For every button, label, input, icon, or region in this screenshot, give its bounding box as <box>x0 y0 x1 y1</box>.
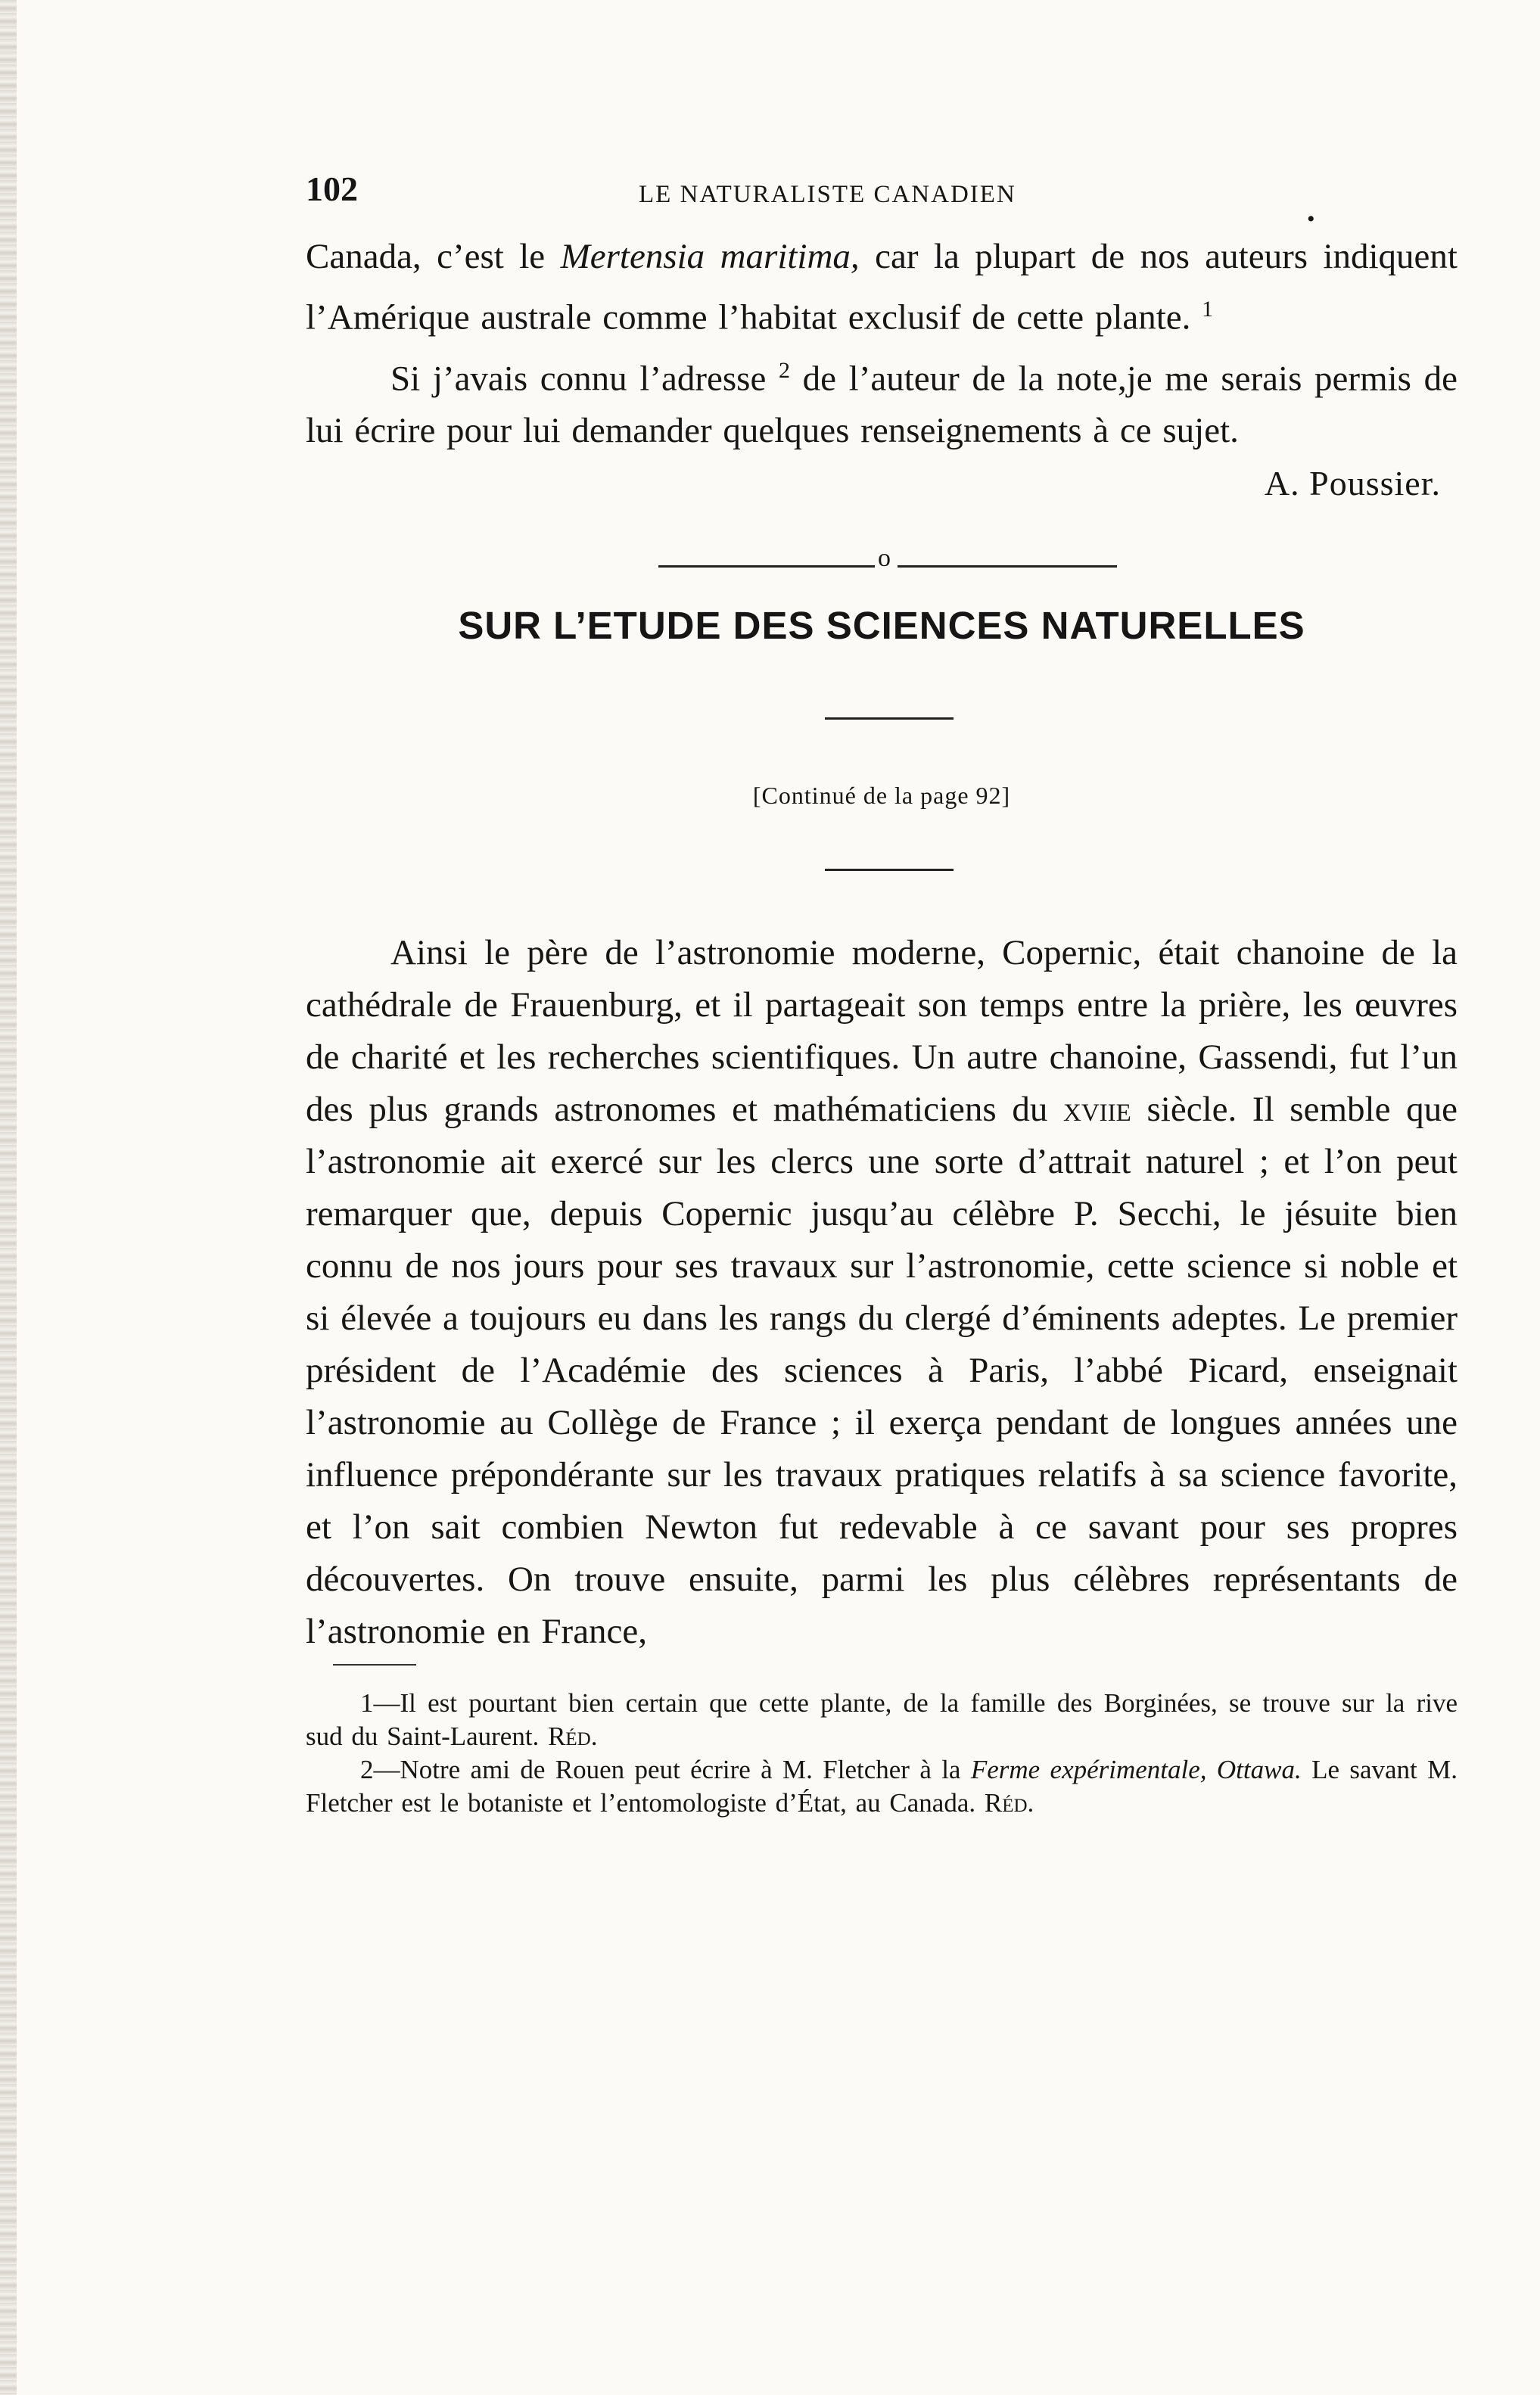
footnote-signature: Réd. <box>984 1788 1034 1818</box>
second-text-2: de l’auteur de la note,je me serais permis de lui écrire pour lui demander quelques renseignements à ce sujet. <box>306 359 1458 451</box>
footnote-text: Notre ami de Rouen peut écrire à M. Fletcher à la <box>400 1755 971 1785</box>
page <box>306 163 1458 1820</box>
footnote-number: 1— <box>360 1688 400 1718</box>
body-text-2: siècle. Il semble que l’astronomie ait exercé sur les clercs une sorte d’attrait naturel ; et l’on peut remarquer que, depuis Copernic jusqu’au célèbre P. Secchi, le jésuite bien connu de nos jours pour ses travaux sur l’astronomie, cette science si noble et si élevée a toujours eu dans les rangs du clergé d’éminents adeptes. Le premier président de l’Académie des sciences à Paris, l’abbé Picard, enseignait l’astronomie au Collège de France ; il exerça pendant de longues années une influence prépondérante sur les travaux pratiques relatifs à sa science favorite, et l’on sait combien Newton fut redevable à ce savant pour ses propres découvertes. On trouve ensuite, parmi les plus célèbres représentants de l’astronomie en France, <box>306 1090 1458 1652</box>
title-rule <box>825 717 954 720</box>
footnote-italic: Ferme expérimentale, Ottawa. <box>970 1755 1302 1785</box>
page-number: 102 <box>306 170 358 208</box>
separator-mark: o <box>878 544 891 573</box>
body-text-1: Ainsi le père de l’astronomie moderne, Copernic, était chanoine de la cathédrale de Frauenburg, et il partageait son temps entre la prière, les œuvres de charité et les recherches scientifiques. Un autre chanoine, Gassendi, fut l’un des plus grands astronomes et mathématiciens du <box>306 933 1458 1130</box>
footnote-rule <box>333 1664 416 1666</box>
second-text-1: Si j’avais connu l’adresse <box>390 359 779 399</box>
century-numeral: xviie <box>1063 1090 1131 1130</box>
continued-note: [Continué de la page 92] <box>752 782 1011 810</box>
intro-paragraph <box>306 231 1458 344</box>
footnotes <box>306 1687 1458 1820</box>
body-paragraph <box>306 927 1458 1658</box>
section-title: SUR L’ETUDE DES SCIENCES NATURELLES <box>458 604 1305 648</box>
separator-line-right <box>898 565 1117 568</box>
footnote-2 <box>306 1753 1458 1820</box>
second-paragraph <box>306 344 1458 458</box>
footnote-number: 2— <box>360 1755 400 1785</box>
page-header <box>306 163 1458 231</box>
footnote-ref-1[interactable]: 1 <box>1202 297 1214 322</box>
ink-speck: • <box>1307 207 1315 232</box>
footnote-signature: Réd. <box>548 1722 598 1752</box>
separator-line-left <box>658 565 875 568</box>
footnote-ref-2[interactable]: 2 <box>779 357 790 383</box>
footnote-text: Il est pourtant bien certain que cette plante, de la famille des Borginées, se trouve sur la rive sud du Saint-Laurent. <box>306 1688 1458 1752</box>
intro-text-2: car la plupart de nos auteurs indiquent l’Amérique australe comme l’habitat exclusif de cette plante. <box>306 237 1458 337</box>
species-name: Mertensia maritima, <box>560 237 860 276</box>
scanned-page-edge <box>0 0 17 2395</box>
intro-text-1: Canada, c’est le <box>306 237 561 276</box>
continued-rule <box>825 869 954 871</box>
footnote-text: Le savant M. Fletcher est le botaniste et l’entomologiste d’État, au Canada. <box>306 1755 1458 1818</box>
author-signature: A. Poussier. <box>1264 464 1441 503</box>
ornamental-separator <box>306 544 1458 589</box>
running-title: LE NATURALISTE CANADIEN <box>639 181 1016 208</box>
footnote-1 <box>306 1687 1458 1753</box>
